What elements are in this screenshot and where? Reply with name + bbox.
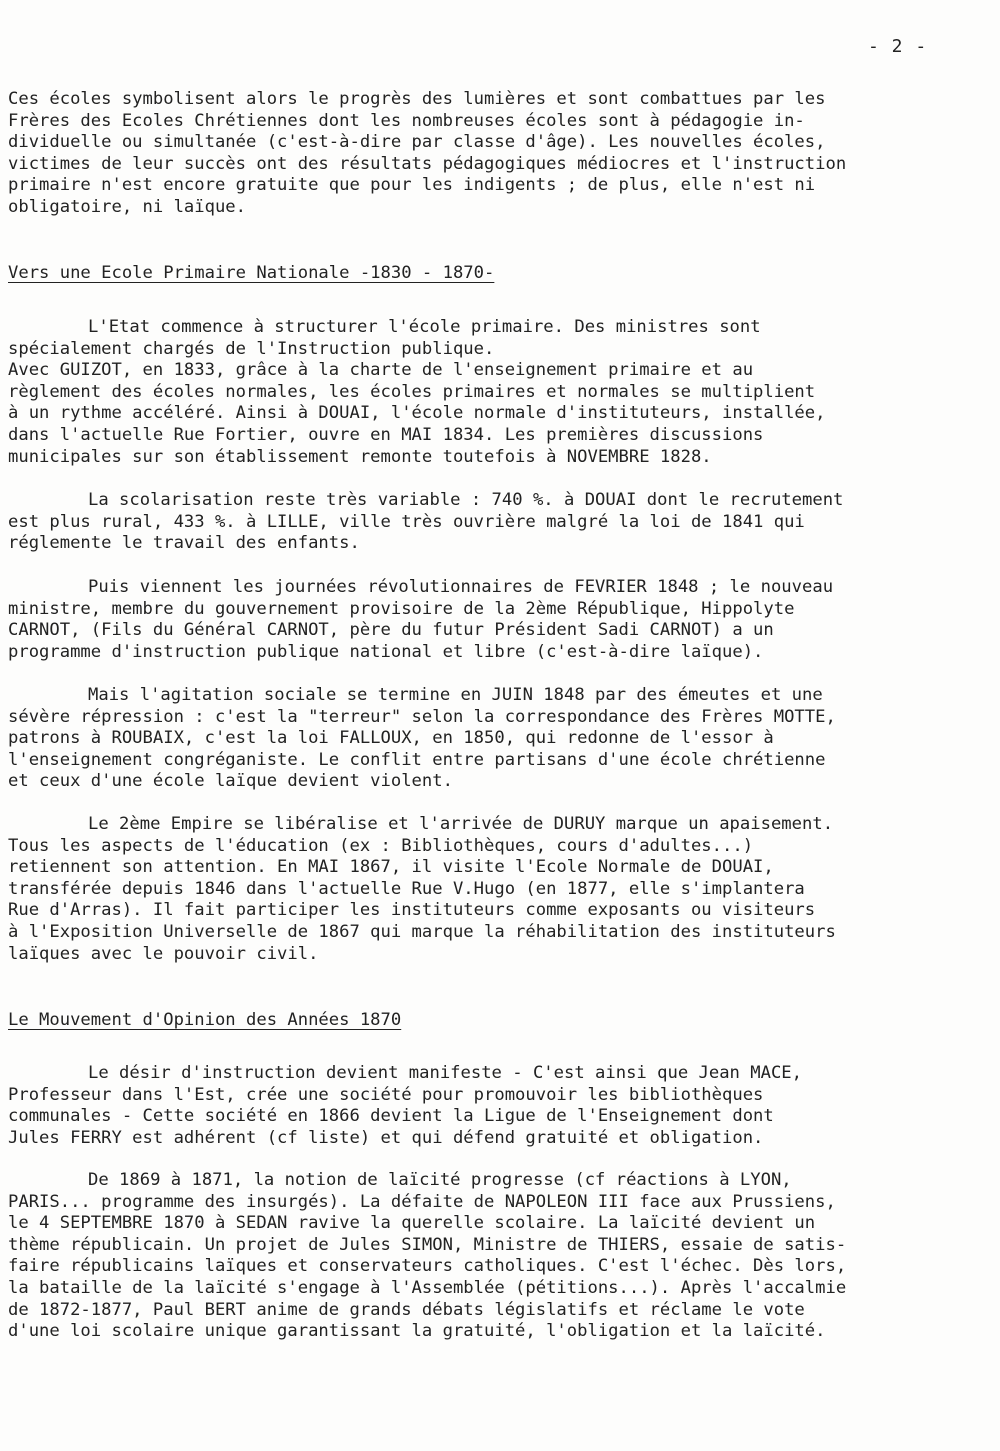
page-number: - 2 - [868, 36, 928, 57]
text-line: laïques avec le pouvoir civil. [8, 943, 319, 964]
text-line: L'Etat commence à structurer l'école primaire. Des ministres sont [88, 317, 761, 337]
text-line: PARIS... programme des insurgés). La défaite de NAPOLEON III face aux Prussiens, [8, 1191, 836, 1212]
text-line: de 1872-1877, Paul BERT anime de grands débats législatifs et réclame le vote [8, 1299, 805, 1320]
paragraph [8, 1170, 968, 1343]
text-line: Mais l'agitation sociale se termine en JUIN 1848 par des émeutes et une [88, 685, 823, 705]
text-line: d'une loi scolaire unique garantissant la gratuité, l'obligation et la laïcité. [8, 1321, 826, 1342]
text-line: Puis viennent les journées révolutionnaires de FEVRIER 1848 ; le nouveau [88, 577, 834, 597]
paragraph [8, 814, 968, 965]
text-line: obligatoire, ni laïque. [8, 196, 246, 217]
intro-paragraph [8, 89, 968, 219]
text-line: dividuelle ou simultanée (c'est-à-dire par classe d'âge). Les nouvelles écoles, [8, 132, 826, 153]
text-line: Le désir d'instruction devient manifeste - C'est ainsi que Jean MACE, [88, 1063, 802, 1083]
text-line: Ces écoles symbolisent alors le progrès des lumières et sont combattues par les [8, 89, 826, 109]
text-line: réglemente le travail des enfants. [8, 533, 360, 554]
text-line: l'enseignement congréganiste. Le conflit entre partisans d'une école chrétienne [8, 749, 826, 770]
paragraph [8, 490, 968, 555]
text-line: transférée depuis 1846 dans l'actuelle Rue V.Hugo (en 1877, elle s'implantera [8, 878, 805, 899]
text-line: le 4 SEPTEMBRE 1870 à SEDAN ravive la querelle scolaire. La laïcité devient un [8, 1213, 816, 1234]
section-heading: Le Mouvement d'Opinion des Années 1870 [8, 1010, 402, 1030]
text-line: Rue d'Arras). Il fait participer les instituteurs comme exposants ou visiteurs [8, 900, 816, 921]
paragraph [8, 577, 968, 663]
text-line: Professeur dans l'Est, crée une société pour promouvoir les bibliothèques [8, 1084, 764, 1105]
paragraph [8, 317, 968, 468]
text-line: Avec GUIZOT, en 1833, grâce à la charte de l'enseignement primaire et au [8, 360, 754, 381]
text-line: Jules FERRY est adhérent (cf liste) et qui défend gratuité et obligation. [8, 1127, 764, 1148]
text-line: à l'Exposition Universelle de 1867 qui marque la réhabilitation des instituteurs [8, 921, 836, 942]
text-line: Tous les aspects de l'éducation (ex : Bibliothèques, cours d'adultes...) [8, 835, 754, 856]
text-line: est plus rural, 433 %. à LILLE, ville très ouvrière malgré la loi de 1841 qui [8, 511, 805, 532]
text-line: primaire n'est encore gratuite que pour les indigents ; de plus, elle n'est ni [8, 175, 816, 196]
text-line: patrons à ROUBAIX, c'est la loi FALLOUX, en 1850, qui redonne de l'essor à [8, 728, 774, 749]
text-line: Le 2ème Empire se libéralise et l'arrivée de DURUY marque un apaisement. [88, 814, 834, 834]
text-line: De 1869 à 1871, la notion de laïcité progresse (cf réactions à LYON, [88, 1170, 792, 1190]
text-line: règlement des écoles normales, les écoles primaires et normales se multiplient [8, 381, 816, 402]
text-line: communales - Cette société en 1866 devient la Ligue de l'Enseignement dont [8, 1106, 774, 1127]
text-line: retiennent son attention. En MAI 1867, il visite l'Ecole Normale de DOUAI, [8, 857, 774, 878]
paragraph [8, 1063, 968, 1149]
text-line: la bataille de la laïcité s'engage à l'Assemblée (pétitions...). Après l'accalmie [8, 1277, 847, 1298]
text-line: CARNOT, (Fils du Général CARNOT, père du futur Président Sadi CARNOT) a un [8, 620, 774, 641]
text-line: thème républicain. Un projet de Jules SIMON, Ministre de THIERS, essaie de satis- [8, 1234, 847, 1255]
text-line: à un rythme accéléré. Ainsi à DOUAI, l'école normale d'instituteurs, installée, [8, 403, 826, 424]
text-line: municipales sur son établissement remonte toutefois à NOVEMBRE 1828. [8, 446, 712, 467]
text-line: sévère répression : c'est la "terreur" selon la correspondance des Frères MOTTE, [8, 706, 836, 727]
section-heading: Vers une Ecole Primaire Nationale -1830 - 1870- [8, 263, 495, 283]
text-line: et ceux d'une école laïque devient violent. [8, 771, 453, 792]
paragraph [8, 685, 968, 793]
text-line: faire républicains laïques et conservateurs catholiques. C'est l'échec. Dès lors, [8, 1256, 847, 1277]
text-line: Frères des Ecoles Chrétiennes dont les nombreuses écoles sont à pédagogie in- [8, 110, 805, 131]
text-line: victimes de leur succès ont des résultats pédagogiques médiocres et l'instruction [8, 153, 847, 174]
text-line: dans l'actuelle Rue Fortier, ouvre en MAI 1834. Les premières discussions [8, 424, 764, 445]
text-line: ministre, membre du gouvernement provisoire de la 2ème République, Hippolyte [8, 598, 795, 619]
text-line: programme d'instruction publique national et libre (c'est-à-dire laïque). [8, 641, 764, 662]
text-line: spécialement chargés de l'Instruction publique. [8, 338, 495, 359]
text-line: La scolarisation reste très variable : 740 %. à DOUAI dont le recrutement [88, 490, 844, 510]
